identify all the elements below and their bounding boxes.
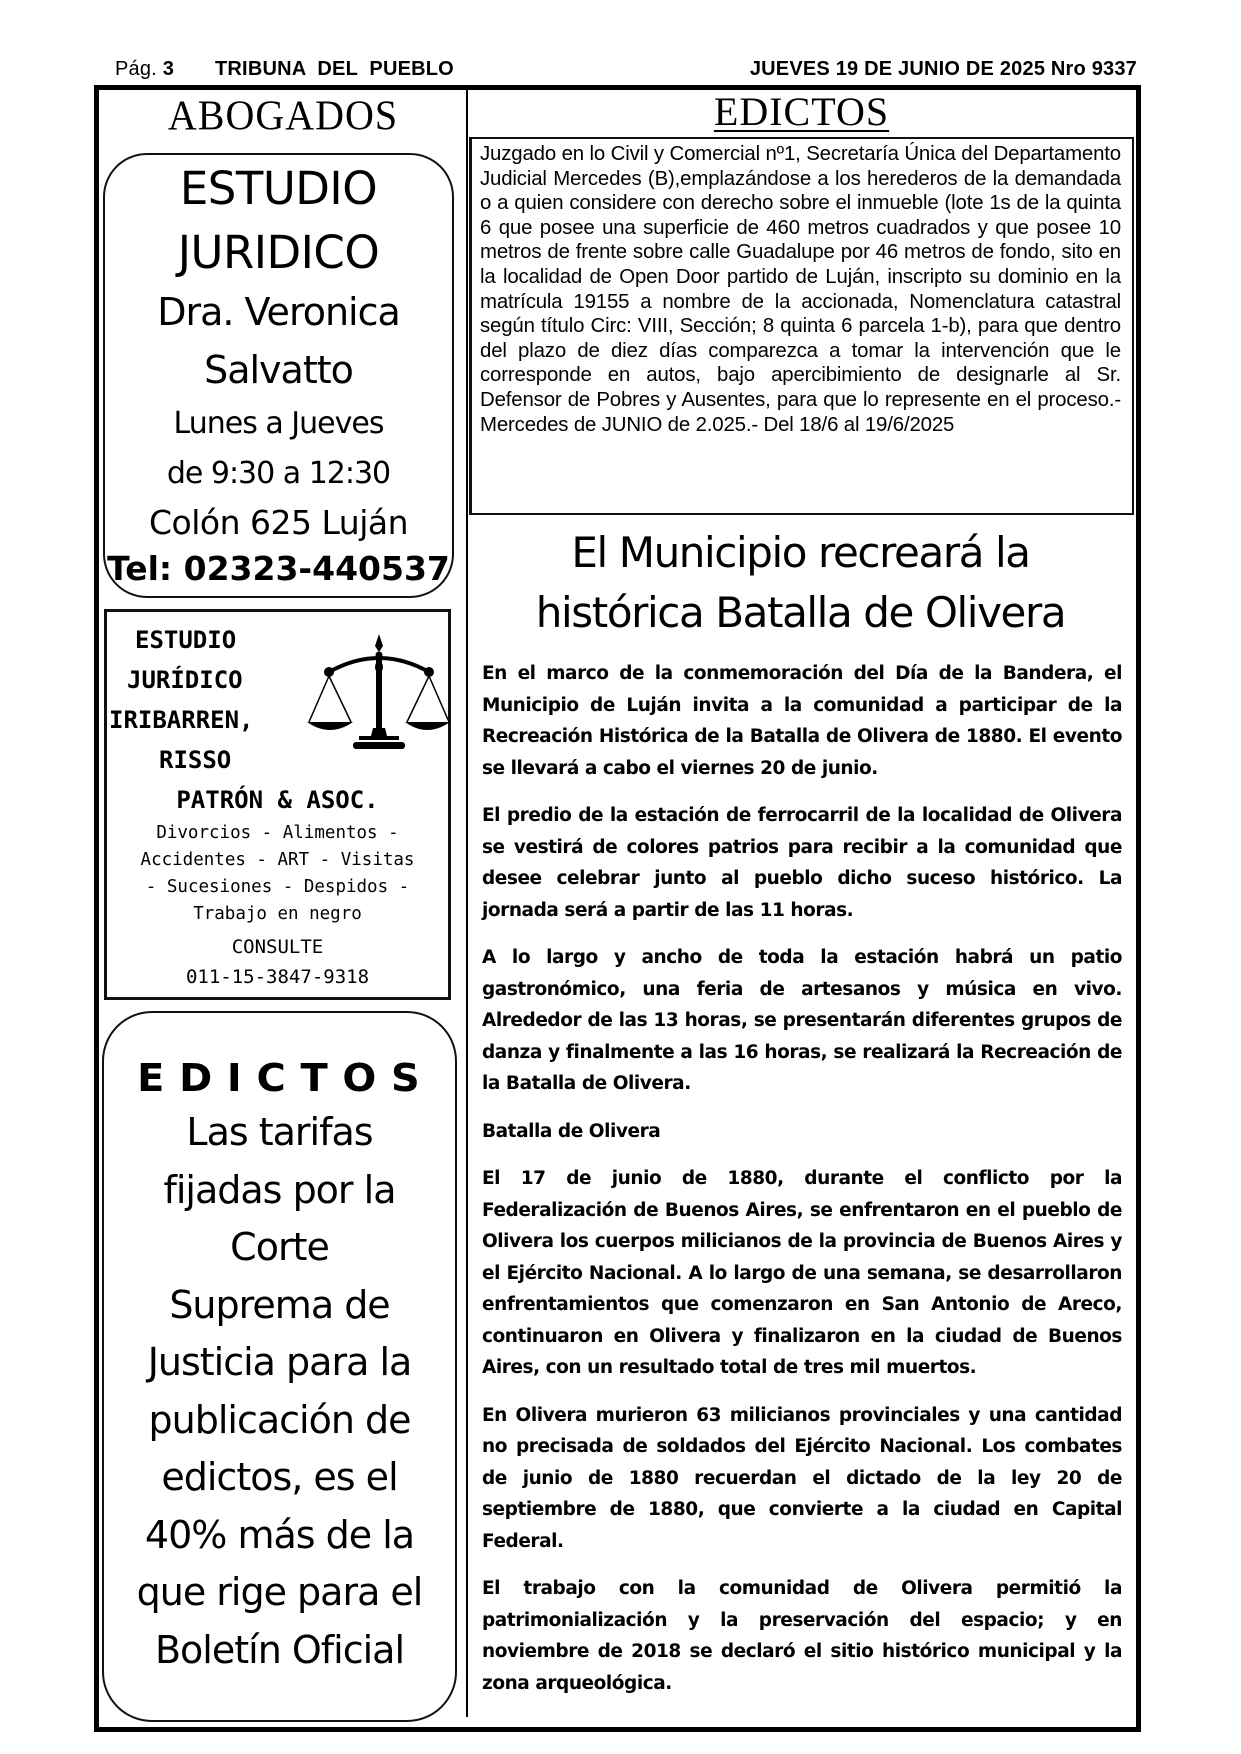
- body-line: 40% más de la: [144, 1512, 415, 1557]
- page-number-label: [115, 58, 174, 81]
- ad-address: Colón 625 Luján: [149, 503, 408, 542]
- article-paragraph: A lo largo y ancho de toda la estación habrá un patio gastronómico, una feria de artesanos y música en vivo. Alrededor de las 13 horas, se presentarán diferentes grupos de danza y finalmente a las 16 horas, se realizará la Recreación de la Batalla de Olivera.: [482, 947, 1122, 1094]
- article-title: [470, 523, 1131, 643]
- ad-days: Lunes a Jueves: [173, 406, 384, 441]
- ad-lawyer-surname: Salvatto: [204, 348, 353, 392]
- ad-edictos-title: EDICTOS: [137, 1056, 435, 1100]
- body-line: publicación de: [148, 1397, 411, 1442]
- services-list: [107, 820, 448, 928]
- section-heading-abogados: ABOGADOS: [167, 91, 399, 140]
- firm-line: IRIBARREN,: [109, 706, 254, 734]
- article-paragraph: En Olivera murieron 63 milicianos provinciales y una cantidad no precisada de soldados del Ejército Nacional. Los combates de junio de 1880 recuerdan el dictado de la ley 20 de septiembre de 1880, que convierte a la ciudad en Capital Federal.: [482, 1404, 1122, 1552]
- ad-hours: de 9:30 a 12:30: [166, 456, 391, 491]
- body-line: Boletín Oficial: [154, 1627, 404, 1672]
- ad-phone: Tel: 02323-440537: [107, 549, 450, 588]
- edicto-text: Juzgado en lo Civil y Comercial nº1, Secretaría Única del Departamento Judicial Mercedes (B),emplazándose a los herederos de la demandada o a quien considere con derecho sobre el inmueble (lote 1s de la quinta 6 que posee una superficie de 460 metros cuadrados y que posee 10 metros de frente sobre calle Guadalupe por 46 metros de fondo, sito en la localidad de Open Door partido de Luján, inscripto su dominio en la matrícula 19155 a nombre de la accionada, Nomenclatura catastral según título Circ: VIII, Sección; 8 quinta 6 parcela 1-b), para que dentro del plazo de diez días comparezca a tomar la intervención que le corresponde en autos, bajo apercibimiento de designarle al Sr. Defensor de Pobres y Ausentes, para que lo represente en el proceso.- Mercedes de JUNIO de 2.025.- Del 18/6 al 19/6/2025: [480, 143, 1121, 436]
- issue-date: JUEVES 19 DE JUNIO DE 2025 Nro 9337: [749, 58, 1137, 80]
- service-line: - Sucesiones - Despidos -: [145, 877, 410, 897]
- page-number: 3: [162, 58, 175, 80]
- masthead: [115, 58, 1137, 86]
- newspaper-name: TRIBUNA DEL PUEBLO: [215, 58, 454, 80]
- body-line: que rige para el: [136, 1570, 423, 1614]
- heading-text: EDICTOS: [713, 89, 890, 134]
- firm-line: RISSO: [159, 746, 232, 774]
- firm-name: [107, 620, 322, 780]
- ad-line: JURIDICO: [177, 226, 380, 279]
- body-line: fijadas por la: [163, 1167, 396, 1212]
- ad-line: ESTUDIO: [179, 162, 378, 215]
- ad-lawyer-name: Dra. Veronica: [157, 290, 400, 334]
- article-paragraph: En el marco de la conmemoración del Día de la Bandera, el Municipio de Luján invita a la comunidad a participar de la Recreación Histórica de la Batalla de Olivera de 1880. El evento se llevará a cabo el viernes 20 de junio.: [482, 663, 1122, 779]
- firm-line: ESTUDIO: [135, 626, 237, 654]
- title-line: El Municipio recreará la: [571, 528, 1030, 577]
- ad-estudio-iribarren: [104, 609, 451, 1000]
- service-line: Trabajo en negro: [193, 904, 362, 924]
- edicto-notice: [469, 137, 1134, 515]
- consult-block: [107, 932, 448, 992]
- column-divider: [466, 90, 468, 1717]
- consult-phone: 011-15-3847-9318: [185, 966, 370, 988]
- scales-of-justice-icon: [307, 632, 450, 757]
- section-heading-edictos: [470, 88, 1133, 135]
- article-paragraph: El predio de la estación de ferrocarril de la localidad de Olivera se vestirá de colores patrios para recibir a la comunidad que desee celebrar junto al pueblo dicho suceso histórico. La jornada será a partir de las 11 horas.: [482, 805, 1122, 921]
- body-line: Corte: [230, 1225, 329, 1269]
- article-paragraph: El 17 de junio de 1880, durante el conflicto por la Federalización de Buenos Aires, se enfrentaron en el pueblo de Olivera los cuerpos milicianos de la provincia de Buenos Aires y el Ejército Nacional. A lo largo de una semana, se desarrollaron enfrentamientos que comenzaron en San Antonio de Areco, continuaron en Olivera y finalizaron en la ciudad de Buenos Aires, con un resultado total de tres mil muertos.: [482, 1168, 1122, 1378]
- consult-label: CONSULTE: [231, 936, 324, 958]
- body-line: edictos, es el: [161, 1455, 398, 1499]
- title-line: histórica Batalla de Olivera: [535, 588, 1066, 637]
- ad-edictos-tarifas: [102, 1011, 457, 1722]
- article-body: [482, 658, 1122, 1715]
- firm-line-partners: PATRÓN & ASOC.: [176, 786, 379, 814]
- article-paragraph: El trabajo con la comunidad de Olivera permitió la patrimonialización y la preservación del espacio; y en noviembre de 2018 se declaró el sitio histórico municipal y la zona arqueológica.: [482, 1578, 1122, 1694]
- service-line: Divorcios - Alimentos -: [156, 823, 399, 843]
- firm-line: JURÍDICO: [127, 666, 243, 694]
- body-line: Justicia para la: [147, 1340, 412, 1384]
- ad-estudio-salvatto: [103, 153, 454, 598]
- body-line: Suprema de: [169, 1282, 390, 1327]
- news-article: [470, 513, 1131, 1718]
- body-line: Las tarifas: [186, 1110, 373, 1154]
- service-line: Accidentes - ART - Visitas: [140, 850, 415, 870]
- ad-edictos-body: [104, 1104, 455, 1679]
- page-label: Pág.: [115, 58, 157, 80]
- article-subheading: Batalla de Olivera: [482, 1120, 661, 1142]
